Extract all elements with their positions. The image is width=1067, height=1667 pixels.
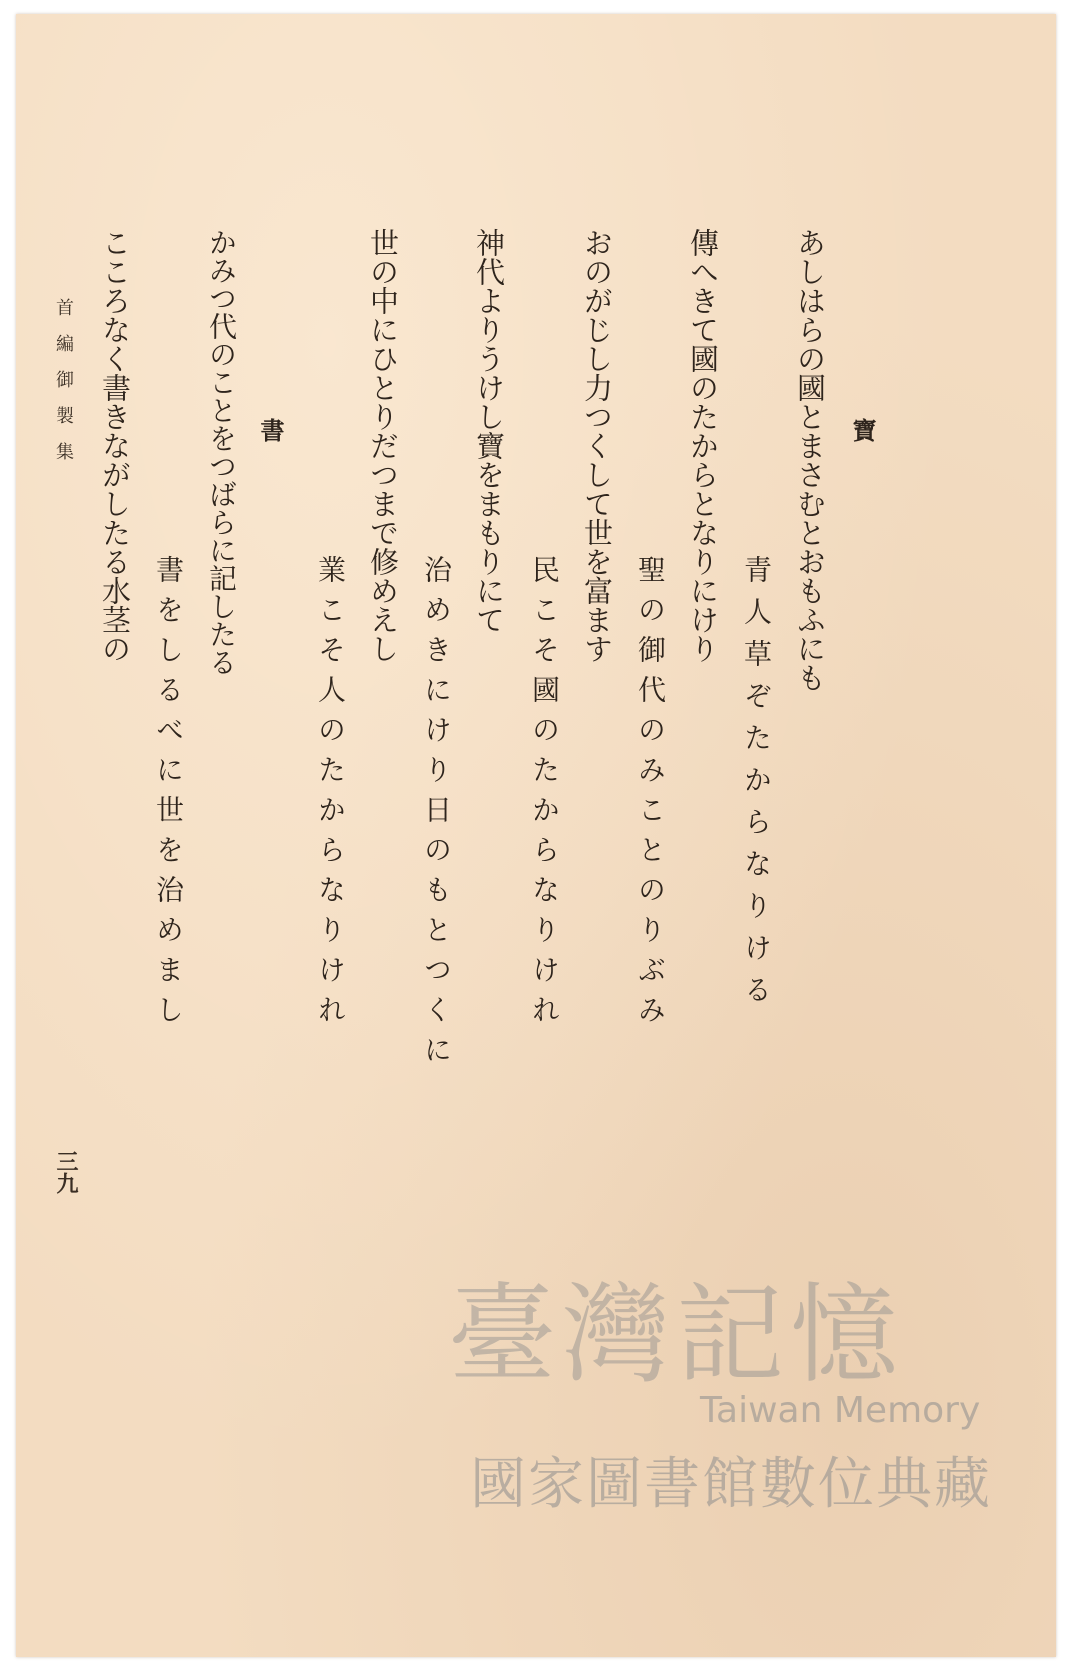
poem-line: 世の中にひとりだつまで修めえし	[366, 228, 400, 663]
poem-line: 治めきにけり日のもとつくに	[420, 555, 453, 1075]
poem-line: 神代よりうけし寶をまもりにて	[472, 228, 506, 634]
poem-line: 傳へきて國のたからとなりにけり	[686, 228, 720, 663]
page-number: 三九	[53, 1150, 79, 1194]
poem-line: 聖の御代のみことのりぶみ	[634, 555, 667, 1035]
poem-line: 青人草ぞたからなりける	[740, 555, 773, 1017]
poem-line: 書をしるべに世を治めまし	[152, 555, 185, 1035]
watermark-logo-text: 臺灣記憶	[448, 1273, 905, 1398]
watermark-english: Taiwan Memory	[700, 1390, 981, 1431]
section-title-treasure: 寶	[848, 418, 877, 442]
watermark-chinese: 國家圖書館數位典藏	[470, 1452, 992, 1517]
poem-line: あしはらの國とまさむとおもふにも	[793, 228, 827, 692]
poem-line: こころなく書きながしたる水茎の	[98, 228, 132, 663]
poem-line: かみつ代のことをつばらに記したる	[205, 228, 238, 676]
collection-title: 首編御製集	[53, 298, 74, 478]
section-title-book: 書	[256, 418, 285, 442]
poem-line: 民こそ國のたからなりけれ	[528, 555, 561, 1035]
poem-line: 業こそ人のたからなりけれ	[314, 555, 347, 1035]
poem-line: おのがじし力つくして世を富ます	[580, 228, 614, 663]
